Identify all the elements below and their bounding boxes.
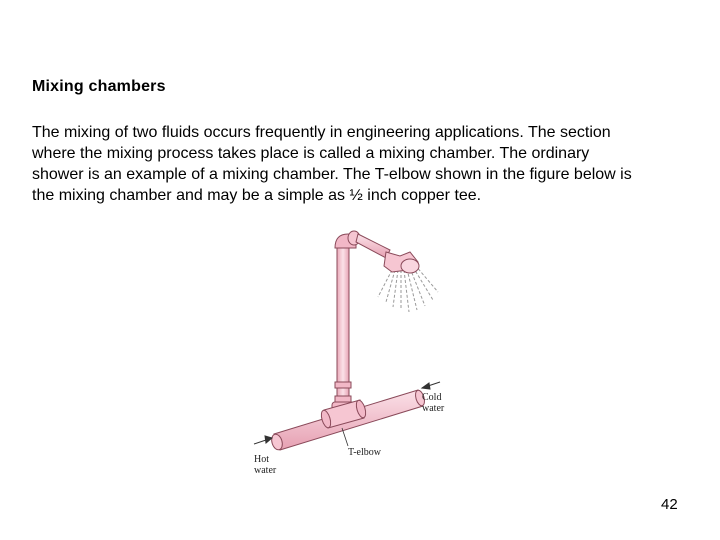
slide-body [32, 122, 720, 206]
vertical-pipe [337, 246, 349, 416]
page-number: 42 [661, 496, 678, 513]
shower-illustration [240, 222, 460, 484]
hot-water-label [254, 454, 276, 476]
body-line-1: The mixing of two fluids occurs frequently in engineering applications. The section [32, 124, 611, 141]
t-elbow-leader [342, 428, 348, 446]
cold-water-label [422, 392, 444, 414]
cold-water-arrow [422, 382, 440, 389]
body-line-4: the mixing chamber and may be a simple as ½ inch copper tee. [32, 187, 482, 204]
shower-arm [356, 234, 390, 258]
cold-label-line2: water [422, 403, 445, 414]
body-line-2: where the mixing process takes place is called a mixing chamber. The ordinary [32, 145, 590, 162]
hot-water-arrow [254, 436, 272, 444]
shower-mixing-figure [240, 222, 460, 484]
cold-label-line1: Cold [422, 392, 442, 403]
hot-label-line2: water [254, 465, 277, 476]
hot-label-line1: Hot [254, 454, 269, 465]
body-line-3: shower is an example of a mixing chamber. The T-elbow shown in the figure below is [32, 166, 632, 183]
slide-heading: Mixing chambers [32, 78, 166, 95]
t-elbow-label: T-elbow [348, 447, 381, 458]
